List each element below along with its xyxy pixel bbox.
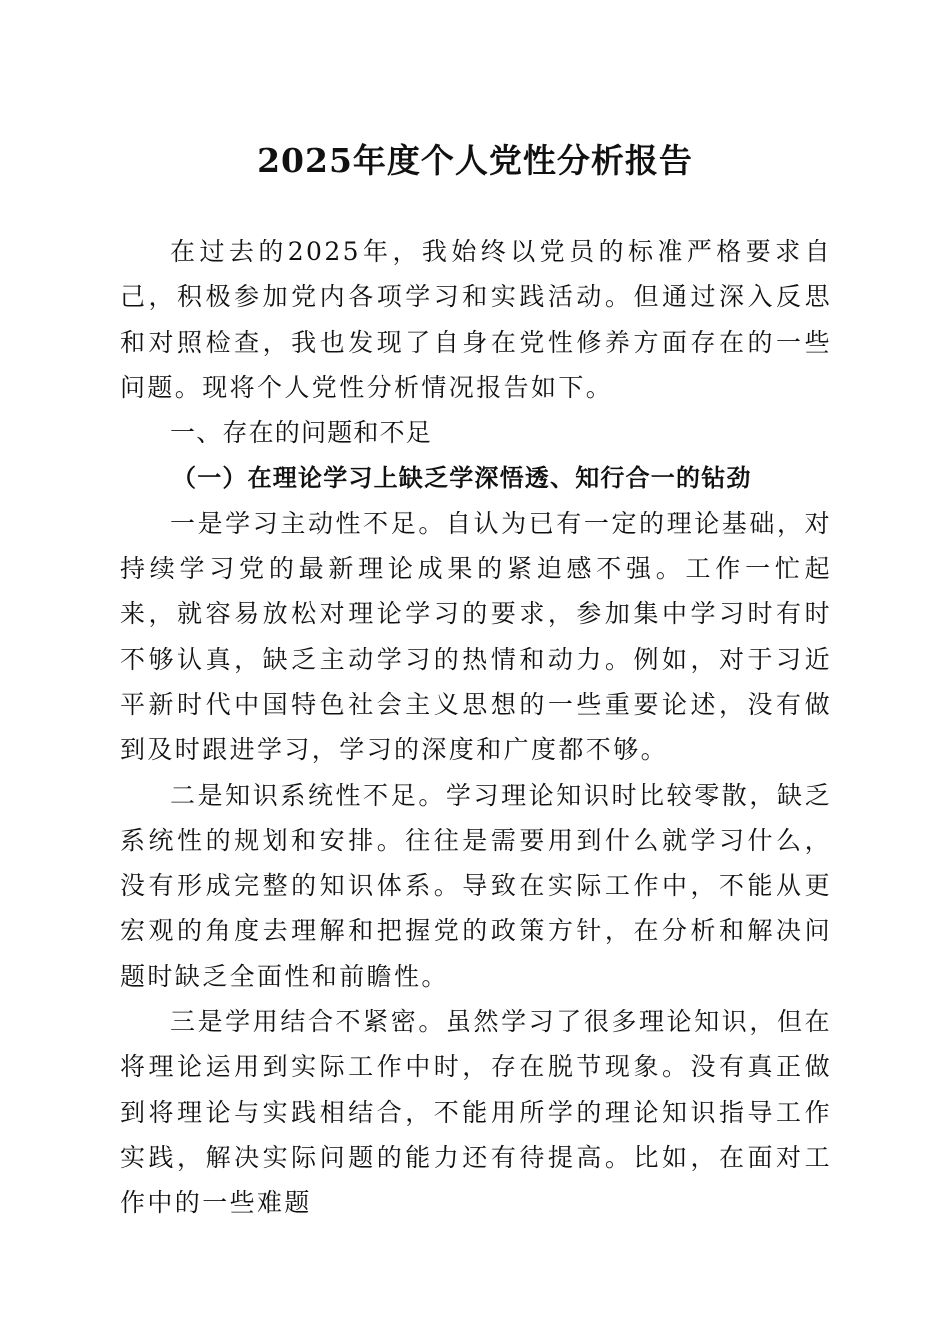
intro-paragraph: 在过去的2025年，我始终以党员的标准严格要求自己，积极参加党内各项学习和实践活动。但通过深入反思和对照检查，我也发现了自身在党性修养方面存在的一些问题。现将个人党性分析情况报告如下。 (120, 237, 832, 402)
point-lead: 一是学习主动性不足。 (170, 508, 446, 538)
point-text: 自认为已有一定的理论基础，对持续学习党的最新理论成果的紧迫感不强。工作一忙起来，就容易放松对理论学习的要求，参加集中学习时有时不够认真，缺乏主动学习的热情和动力。例如，对于习近平新时代中国特色社会主义思想的一些重要论述，没有做到及时跟进学习，学习的深度和广度都不够。 (120, 508, 832, 765)
subsection-heading: （一）在理论学习上缺乏学深悟透、知行合一的钻劲 (172, 463, 752, 493)
document-body (120, 229, 832, 1226)
point-paragraph-1 (120, 501, 832, 773)
point-paragraph-3 (120, 999, 832, 1225)
point-lead: 二是知识系统性不足。 (170, 780, 446, 810)
point-text: 学习理论知识时比较零散，缺乏系统性的规划和安排。往往是需要用到什么就学习什么，没有形成完整的知识体系。导致在实际工作中，不能从更宏观的角度去理解和把握党的政策方针，在分析和解决问题时缺乏全面性和前瞻性。 (120, 780, 832, 991)
point-paragraph-2 (120, 773, 832, 999)
section-heading: 一、存在的问题和不足 (170, 418, 433, 448)
point-text: 虽然学习了很多理论知识，但在将理论运用到实际工作中时，存在脱节现象。没有真正做到将理论与实践相结合，不能用所学的理论知识指导工作实践，解决实际问题的能力还有待提高。比如，在面对工作中的一些难题 (120, 1007, 832, 1218)
document-title: 2025年度个人党性分析报告 (257, 141, 693, 180)
point-lead: 三是学用结合不紧密。 (170, 1007, 446, 1037)
